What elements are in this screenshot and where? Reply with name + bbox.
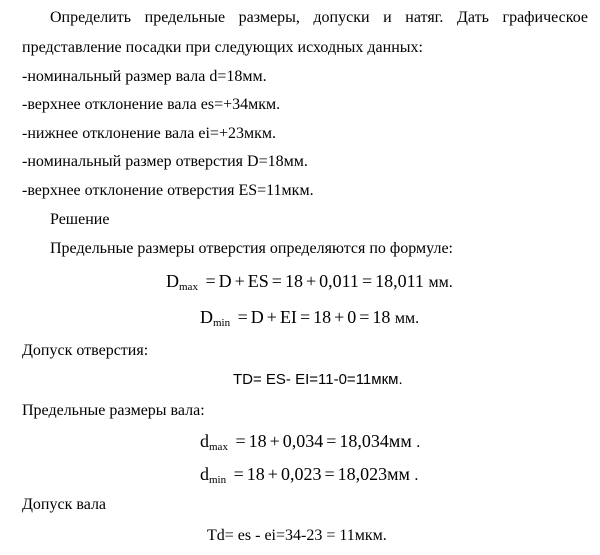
hole-tolerance-formula: TD= ES- EI=11-0=11мкм. [233, 371, 403, 388]
shaft-limits-label: Предельные размеры вала: [22, 402, 205, 419]
given-item: -верхнее отклонение вала es=+34мкм. [22, 96, 281, 113]
formula-dmax-hole: $D_{max} = D$ + ES = 18 + 0,011 = 18,011 мм. [166, 271, 453, 293]
intro-line-2: представление посадки при следующих исходных данных: [22, 39, 423, 56]
formula-dmax-shaft: $d_{max} = 18 + 0,034 = 18,034мм$ . [200, 431, 421, 453]
shaft-tolerance-label: Допуск вала [22, 496, 107, 513]
solution-heading: Решение [50, 211, 110, 228]
given-item: -нижнее отклонение вала ei=+23мкм. [22, 125, 276, 142]
hole-limits-intro: Предельные размеры отверстия определяются по формуле: [50, 240, 453, 257]
shaft-tolerance-formula: Td= es - ei=34-23 = 11мкм. [207, 527, 387, 544]
given-item: -верхнее отклонение отверстия ES=11мкм. [22, 182, 314, 199]
given-item: -номинальный размер вала d=18мм. [22, 68, 267, 85]
formula-dmin-shaft: $d_{min} = 18 + 0,023 = 18,023мм$ . [200, 464, 419, 486]
formula-dmin-hole: $D_{min} = D$ + EI = 18 + 0 = 18 мм. [200, 307, 420, 329]
hole-tolerance-label: Допуск отверстия: [22, 342, 149, 359]
given-item: -номинальный размер отверстия D=18мм. [22, 153, 308, 170]
intro-line-1: Определить предельные размеры, допуски и натяг. Дать графическое [50, 9, 588, 26]
